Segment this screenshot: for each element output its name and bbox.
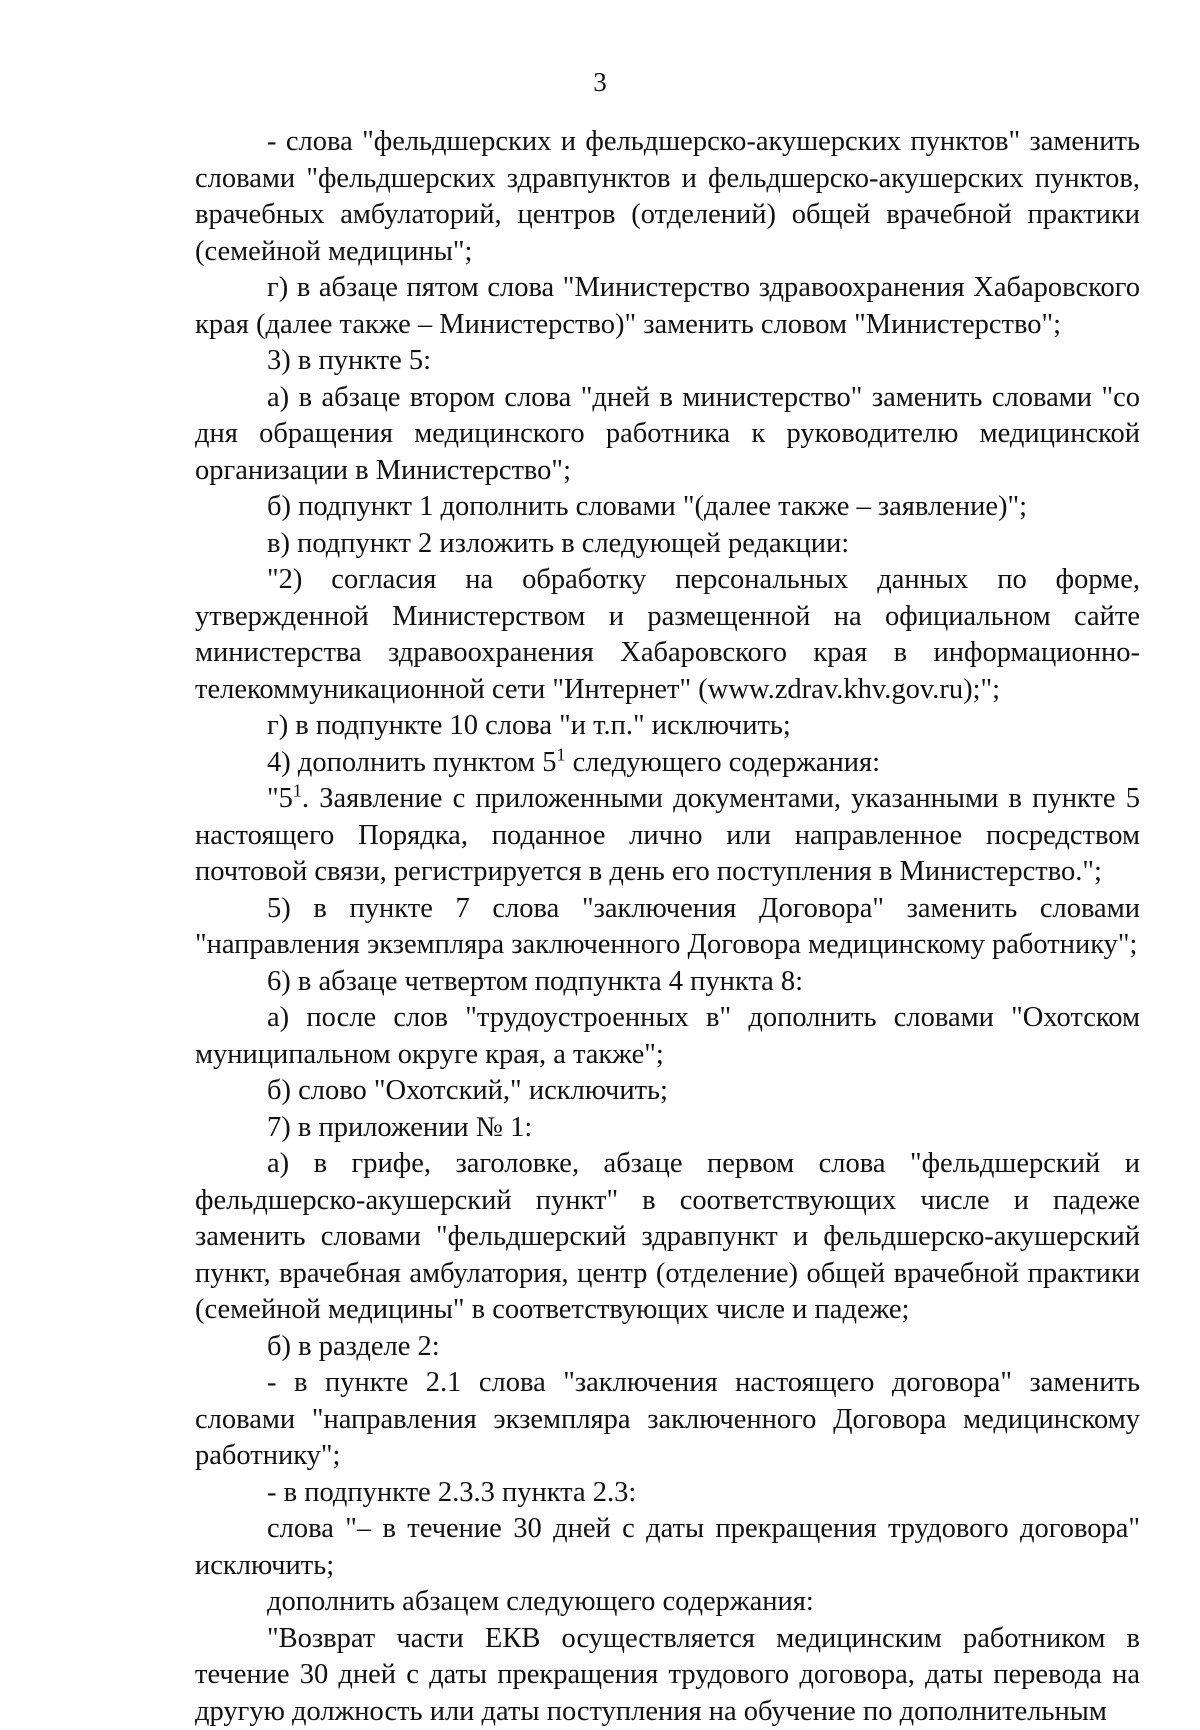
paragraph: 3) в пункте 5: bbox=[195, 343, 1140, 380]
paragraph: "2) согласия на обработку персональных данных по форме, утвержденной Министерством и размещенной на официальном сайте министерства здравоохранения Хабаровского края в информационно-телекоммуникационной сети "Интернет" (www.zdrav.khv.gov.ru);"; bbox=[195, 562, 1140, 708]
paragraph: а) в грифе, заголовке, абзаце первом слова "фельдшерский и фельдшерско-акушерский пункт" в соответствующих числе и падеже заменить словами "фельдшерский здравпункт и фельдшерско-акушерский пункт, врачебная амбулатория, центр (отделение) общей врачебной практики (семейной медицины" в соответствующих числе и падеже; bbox=[195, 1146, 1140, 1329]
paragraph bbox=[195, 745, 1140, 782]
paragraph: 7) в приложении № 1: bbox=[195, 1110, 1140, 1147]
paragraph: слова "– в течение 30 дней с даты прекращения трудового договора" исключить; bbox=[195, 1511, 1140, 1584]
paragraph: г) в абзаце пятом слова "Министерство здравоохранения Хабаровского края (далее также – Министерство)" заменить словом "Министерство"; bbox=[195, 270, 1140, 343]
paragraph: - слова "фельдшерских и фельдшерско-акушерских пунктов" заменить словами "фельдшерских здравпунктов и фельдшерско-акушерских пунктов, врачебных амбулаторий, центров (отделений) общей врачебной практики (семейной медицины"; bbox=[195, 124, 1140, 270]
paragraph-text: "5 bbox=[267, 783, 293, 814]
superscript: 1 bbox=[556, 744, 565, 764]
paragraph: 5) в пункте 7 слова "заключения Договора" заменить словами "направления экземпляра заключенного Договора медицинскому работнику"; bbox=[195, 891, 1140, 964]
paragraph: - в подпункте 2.3.3 пункта 2.3: bbox=[195, 1475, 1140, 1512]
paragraph: а) в абзаце втором слова "дней в министерство" заменить словами "со дня обращения медицинского работника к руководителю медицинской организации в Министерство"; bbox=[195, 380, 1140, 490]
paragraph: "Возврат части ЕКВ осуществляется медицинским работником в течение 30 дней с даты прекращения трудового договора, даты перевода на другую должность или даты поступления на обучение по дополнительным bbox=[195, 1621, 1140, 1730]
paragraph: б) в разделе 2: bbox=[195, 1329, 1140, 1366]
paragraph-text: . Заявление с приложенными документами, указанными в пункте 5 настоящего Порядка, поданное лично или направленное посредством почтовой связи, регистрируется в день его поступления в Министерство."; bbox=[195, 783, 1140, 887]
paragraph: а) после слов "трудоустроенных в" дополнить словами "Охотском муниципальном округе края, а также"; bbox=[195, 1000, 1140, 1073]
superscript: 1 bbox=[293, 781, 302, 801]
paragraph: г) в подпункте 10 слова "и т.п." исключить; bbox=[195, 708, 1140, 745]
paragraph: в) подпункт 2 изложить в следующей редакции: bbox=[195, 526, 1140, 563]
paragraph: дополнить абзацем следующего содержания: bbox=[195, 1584, 1140, 1621]
paragraph bbox=[195, 781, 1140, 891]
paragraph: б) слово "Охотский," исключить; bbox=[195, 1073, 1140, 1110]
page-number: 3 bbox=[0, 66, 1200, 98]
paragraph: - в пункте 2.1 слова "заключения настоящего договора" заменить словами "направления экземпляра заключенного Договора медицинскому работнику"; bbox=[195, 1365, 1140, 1475]
paragraph: б) подпункт 1 дополнить словами "(далее также – заявление)"; bbox=[195, 489, 1140, 526]
document-body bbox=[195, 124, 1140, 1730]
paragraph-text: 4) дополнить пунктом 5 bbox=[267, 747, 556, 778]
paragraph-text: следующего содержания: bbox=[565, 747, 880, 778]
paragraph: 6) в абзаце четвертом подпункта 4 пункта 8: bbox=[195, 964, 1140, 1001]
